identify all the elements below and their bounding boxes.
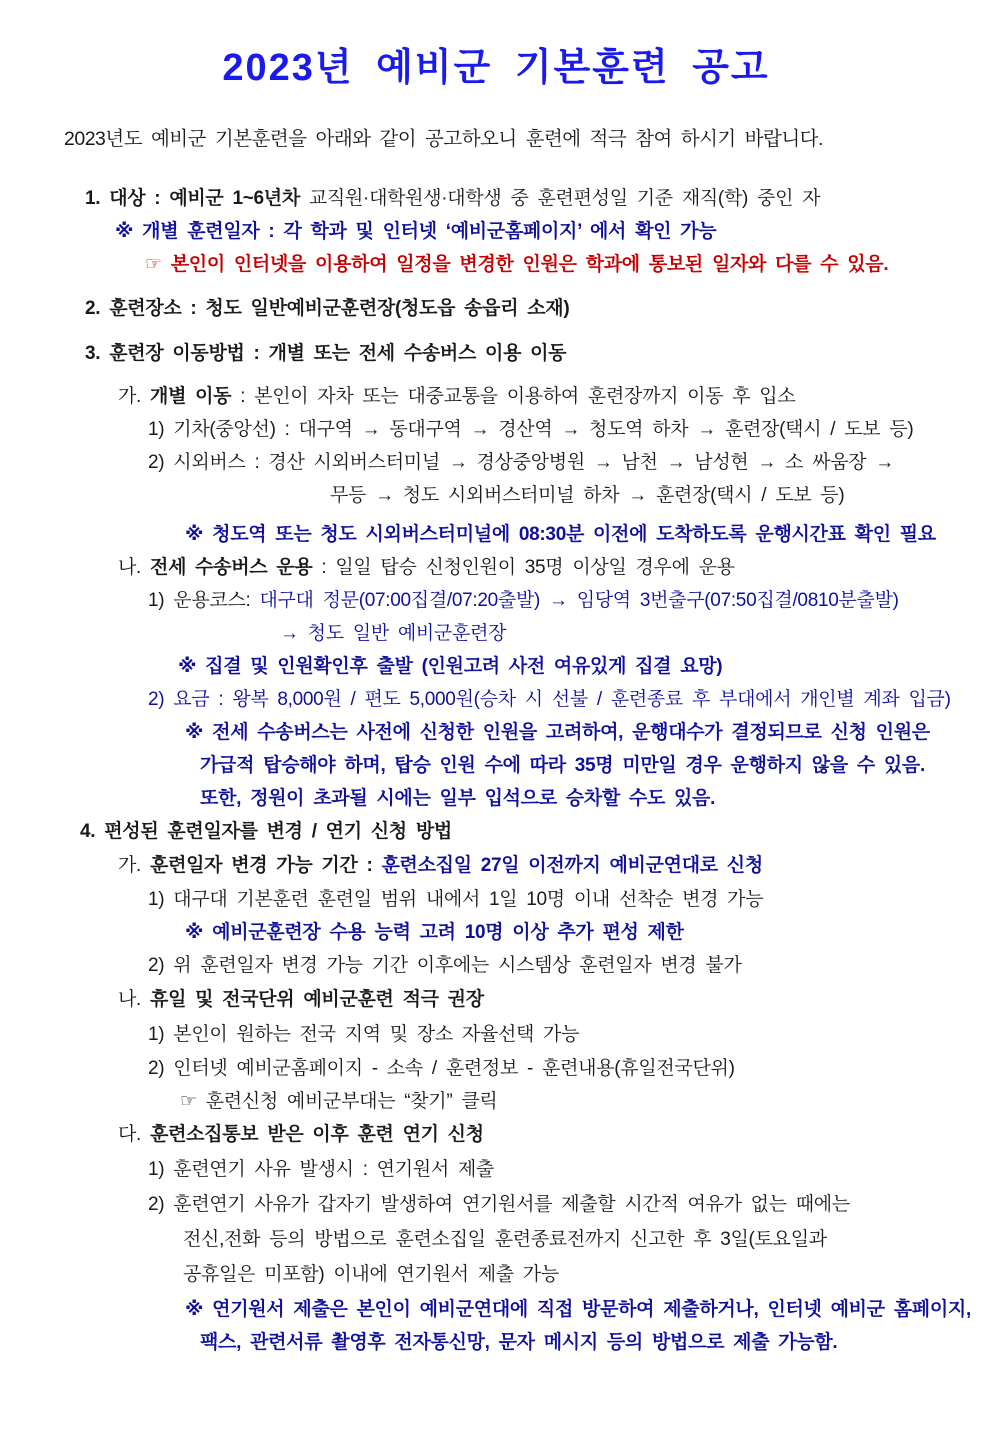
document-line (0, 1052, 992, 1085)
text-segment: 2) 훈련연기 사유가 갑자기 발생하여 연기원서를 제출할 시간적 여유가 없는 때에는 (148, 1194, 850, 1215)
document-line (0, 883, 992, 916)
document-line (0, 815, 992, 848)
document-line (0, 617, 992, 650)
text-segment: ※ 개별 훈련일자 : 각 학과 및 인터넷 ‘예비군홈페이지’ 에서 확인 가능 (115, 221, 717, 242)
text-segment: 1) 운용코스: (148, 590, 260, 611)
text-segment: 가급적 탑승해야 하며, 탑승 인원 수에 따라 35명 미만일 경우 운행하지 않을 수 있음. (200, 755, 925, 776)
text-segment: 휴일 및 전국단위 예비군훈련 적극 권장 (150, 989, 484, 1010)
text-segment: 4. 편성된 훈련일자를 변경 / 연기 신청 방법 (80, 821, 452, 842)
text-segment: ※ 전세 수송버스는 사전에 신청한 인원을 고려하여, 운행대수가 결정되므로 신청 인원은 (185, 722, 930, 743)
text-segment: 훈련소집통보 받은 이후 훈련 연기 신청 (150, 1124, 484, 1145)
document-line (0, 949, 992, 982)
text-segment: 가. (118, 386, 151, 407)
document-line (0, 1018, 992, 1051)
text-segment: : 일일 탑승 신청인원이 35명 이상일 경우에 운용 (312, 557, 735, 578)
text-segment: 무등 → 청도 시외버스터미널 하차 → 훈련장(택시 / 도보 등) (330, 485, 845, 506)
document-line (0, 380, 992, 413)
document-body (0, 182, 992, 1359)
document-line (0, 1188, 992, 1221)
text-segment: 2) 인터넷 예비군홈페이지 - 소속 / 훈련정보 - 훈련내용(휴일전국단위) (148, 1058, 735, 1079)
document-line (0, 479, 992, 512)
document-line (0, 1153, 992, 1186)
document-line (0, 292, 992, 325)
document-line (0, 584, 992, 617)
text-segment: ※ 청도역 또는 청도 시외버스터미널에 08:30분 이전에 도착하도록 운행시간표 확인 필요 (185, 524, 936, 545)
text-segment: 팩스, 관련서류 촬영후 전자통신망, 문자 메시지 등의 방법으로 제출 가능함. (200, 1332, 838, 1353)
document-line (0, 1293, 992, 1326)
text-segment: ☞ 본인이 인터넷을 이용하여 일정을 변경한 인원은 학과에 통보된 일자와 다를 수 있음. (145, 254, 889, 275)
document-line (0, 182, 992, 215)
document-line (0, 215, 992, 248)
text-segment: 교직원·대학원생·대학생 중 훈련편성일 기준 재직(학) 중인 자 (308, 188, 821, 209)
document-line (0, 749, 992, 782)
document-line (0, 1223, 992, 1256)
text-segment: ☞ 훈련신청 예비군부대는 “찾기” 클릭 (180, 1091, 498, 1112)
document-line (0, 983, 992, 1016)
text-segment: 1) 훈련연기 사유 발생시 : 연기원서 제출 (148, 1159, 494, 1180)
intro-paragraph: 2023년도 예비군 기본훈련을 아래와 같이 공고하오니 훈련에 적극 참여 하시기 바랍니다. (64, 128, 823, 150)
text-segment: 2) 위 훈련일자 변경 가능 기간 이후에는 시스템상 훈련일자 변경 불가 (148, 955, 742, 976)
text-segment: 2. 훈련장소 : 청도 일반예비군훈련장(청도읍 송읍리 소재) (85, 298, 570, 319)
text-segment: 다. (118, 1124, 151, 1145)
document-line (0, 782, 992, 815)
text-segment: 훈련일자 변경 가능 기간 : (150, 855, 382, 876)
text-segment: 전신,전화 등의 방법으로 훈련소집일 훈련종료전까지 신고한 후 3일(토요일과 (183, 1229, 827, 1250)
text-segment: 전세 수송버스 운용 (150, 557, 313, 578)
document-line (0, 1258, 992, 1291)
notice-document (0, 36, 992, 1439)
text-segment: 2) 요금 : 왕복 8,000원 / 편도 5,000원(승차 시 선불 / 훈련종료 후 부대에서 개인별 계좌 입금) (148, 689, 951, 710)
document-line (0, 248, 992, 281)
text-segment: 개별 이동 (150, 386, 232, 407)
document-line (0, 1326, 992, 1359)
document-line (0, 650, 992, 683)
document-line (0, 1085, 992, 1118)
document-line (0, 413, 992, 446)
page-title: 2023년 예비군 기본훈련 공고 (222, 47, 770, 89)
text-segment: ※ 예비군훈련장 수용 능력 고려 10명 이상 추가 편성 제한 (185, 922, 684, 943)
text-segment: ※ 연기원서 제출은 본인이 예비군연대에 직접 방문하여 제출하거나, 인터넷 예비군 홈페이지, (185, 1299, 971, 1320)
text-segment: 가. (118, 855, 151, 876)
text-segment: 2) 시외버스 : 경산 시외버스터미널 → 경상중앙병원 → 남천 → 남성현 → 소 싸움장 → (148, 452, 894, 473)
text-segment: 1) 기차(중앙선) : 대구역 → 동대구역 → 경산역 → 청도역 하차 → 훈련장(택시 / 도보 등) (148, 419, 914, 440)
text-segment: 1. 대상 : 예비군 1~6년차 (85, 188, 309, 209)
text-segment: → 청도 일반 예비군훈련장 (280, 623, 507, 644)
document-line (0, 683, 992, 716)
document-line (0, 446, 992, 479)
document-line (0, 337, 992, 370)
text-segment: 나. (118, 557, 151, 578)
text-segment: : 본인이 자차 또는 대중교통을 이용하여 훈련장까지 이동 후 입소 (231, 386, 796, 407)
document-line (0, 518, 992, 551)
text-segment: 훈련소집일 27일 이전까지 예비군연대로 신청 (381, 855, 763, 876)
text-segment: 또한, 정원이 초과될 시에는 일부 입석으로 승차할 수도 있음. (200, 788, 716, 809)
text-segment: 1) 본인이 원하는 전국 지역 및 장소 자율선택 가능 (148, 1024, 580, 1045)
text-segment: 3. 훈련장 이동방법 : 개별 또는 전세 수송버스 이용 이동 (85, 343, 567, 364)
document-line (0, 1118, 992, 1151)
text-segment: 공휴일은 미포함) 이내에 연기원서 제출 가능 (183, 1264, 559, 1285)
text-segment: 대구대 정문(07:00집결/07:20출발) → 임당역 3번출구(07:50집결/0810분출발) (259, 590, 899, 611)
document-line (0, 716, 992, 749)
document-line (0, 916, 992, 949)
document-line (0, 849, 992, 882)
document-line (0, 551, 992, 584)
text-segment: 나. (118, 989, 151, 1010)
text-segment: ※ 집결 및 인원확인후 출발 (인원고려 사전 여유있게 집결 요망) (178, 656, 723, 677)
text-segment: 1) 대구대 기본훈련 훈련일 범위 내에서 1일 10명 이내 선착순 변경 가능 (148, 889, 764, 910)
